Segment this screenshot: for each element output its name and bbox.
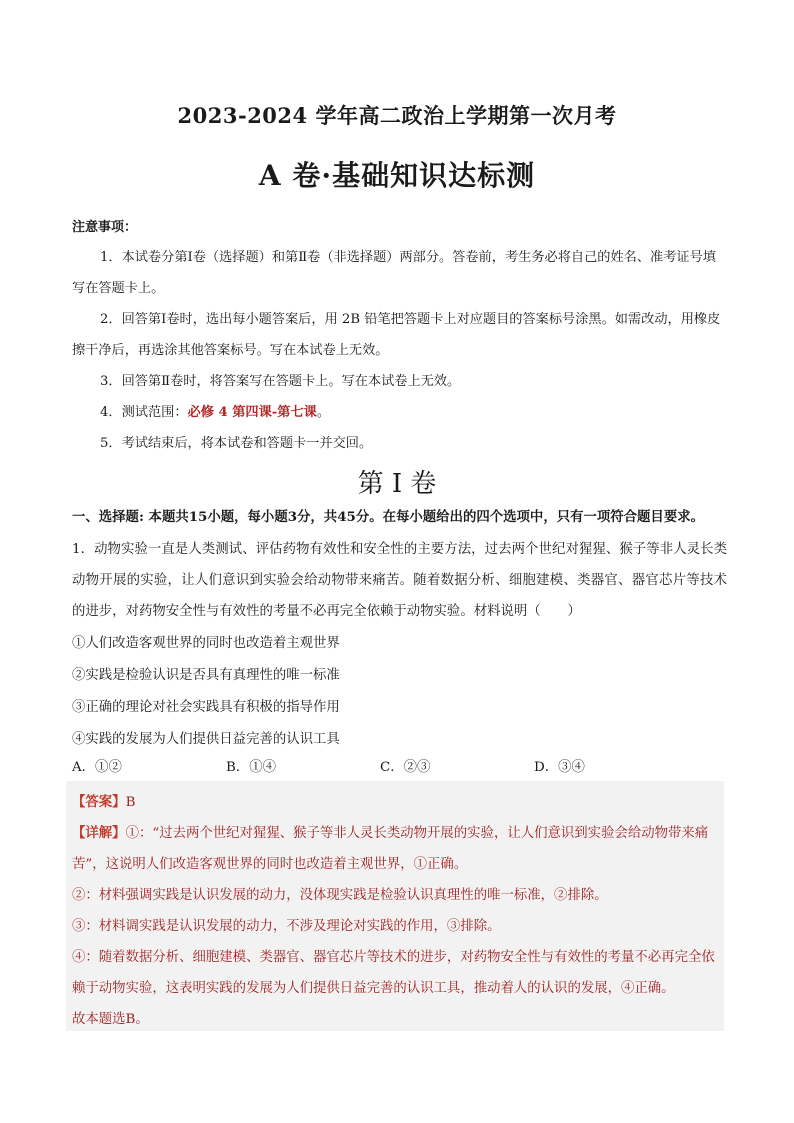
detail-1 bbox=[72, 818, 722, 880]
scope-suffix: 。 bbox=[316, 405, 331, 420]
notice-item-3: 3．回答第Ⅱ卷时，将答案写在答题卡上。写在本试卷上无效。 bbox=[100, 374, 461, 389]
section-heading bbox=[72, 506, 732, 528]
notice-item-4 bbox=[72, 397, 727, 428]
detail-2: ②：材料强调实践是认识发展的动力，没体现实践是检验认识真理性的唯一标准，②排除。 bbox=[72, 888, 608, 903]
answer-content bbox=[72, 787, 722, 1035]
notice-list bbox=[72, 242, 727, 459]
section-text-c: ，只有一项符合题目要求。 bbox=[543, 509, 704, 525]
scope-label: 4．测试范围： bbox=[100, 405, 188, 420]
choice-b: B．①④ bbox=[226, 760, 277, 775]
answer-panel bbox=[66, 781, 724, 1031]
answer-line bbox=[72, 787, 722, 818]
question-stem bbox=[72, 534, 727, 627]
choice-row bbox=[72, 756, 727, 778]
notice-item-1: 1．本试卷分第Ⅰ卷（选择题）和第Ⅱ卷（非选择题）两部分。答卷前，考生务必将自己的姓名、准考证号填写在答题卡上。 bbox=[72, 250, 716, 296]
section-text-b: 四个选项中 bbox=[476, 509, 544, 525]
detail-tag: 【详解】 bbox=[72, 825, 126, 841]
volume-heading: 第 I 卷 bbox=[357, 469, 437, 499]
question-1-text: 1．动物实验一直是人类测试、评估药物有效性和安全性的主要方法，过去两个世纪对猩猩、猴子等非人灵长类动物开展的实验，让人们意识到实验会给动物带来痛苦。随着数据分析、细胞建模、类器官、器官芯片等技术的进步，对药物安全性与有效性的考量不必再完全依赖于动物实验。材料说明（ ） bbox=[72, 542, 727, 619]
notice-heading: 注意事项： bbox=[72, 220, 138, 235]
answer-tag: 【答案】 bbox=[72, 794, 126, 810]
choice-a: A．①② bbox=[72, 760, 122, 775]
statement-1: ①人们改造客观世界的同时也改造着主观世界 bbox=[72, 636, 340, 651]
detail-3: ③：材料调实践是认识发展的动力，不涉及理论对实践的作用，③排除。 bbox=[72, 919, 501, 934]
detail-4: ④：随着数据分析、细胞建模、类器官、器官芯片等技术的进步，对药物安全性与有效性的考量不必再完全依赖于动物实验，这表明实践的发展为人们提供日益完善的认识工具，推动着人的认识的发展，④正确。 bbox=[72, 950, 715, 996]
answer-value: B bbox=[125, 795, 136, 810]
statement-4: ④实践的发展为人们提供日益完善的认识工具 bbox=[72, 732, 340, 747]
choice-d: D．③④ bbox=[534, 760, 585, 775]
exam-subtitle: A 卷·基础知识达标测 bbox=[258, 159, 536, 192]
conclusion: 故本题选B。 bbox=[72, 1012, 149, 1027]
statement-3: ③正确的理论对社会实践具有积极的指导作用 bbox=[72, 700, 340, 715]
exam-title: 2023-2024 学年高二政治上学期第一次月考 bbox=[177, 103, 617, 128]
choice-c: C．②③ bbox=[380, 760, 431, 775]
scope-value: 必修 4 第四课-第七课 bbox=[187, 405, 317, 420]
section-text-a: 一、选择题: 本题共15小题，每小题3分，共45分。在每小题给出的 bbox=[72, 509, 477, 525]
notice-item-2: 2．回答第Ⅰ卷时，选出每小题答案后，用 2B 铅笔把答题卡上对应题目的答案标号涂黑。如需改动，用橡皮擦干净后，再选涂其他答案标号。写在本试卷上无效。 bbox=[72, 312, 721, 358]
statement-2: ②实践是检验认识是否具有真理性的唯一标准 bbox=[72, 668, 340, 683]
notice-item-5: 5．考试结束后，将本试卷和答题卡一并交回。 bbox=[100, 436, 373, 451]
statement-list bbox=[72, 628, 727, 756]
detail-1-text: ①：“过去两个世纪对猩猩、猴子等非人灵长类动物开展的实验，让人们意识到实验会给动物带来痛苦”，这说明人们改造客观世界的同时也改造着主观世界，①正确。 bbox=[72, 826, 709, 872]
